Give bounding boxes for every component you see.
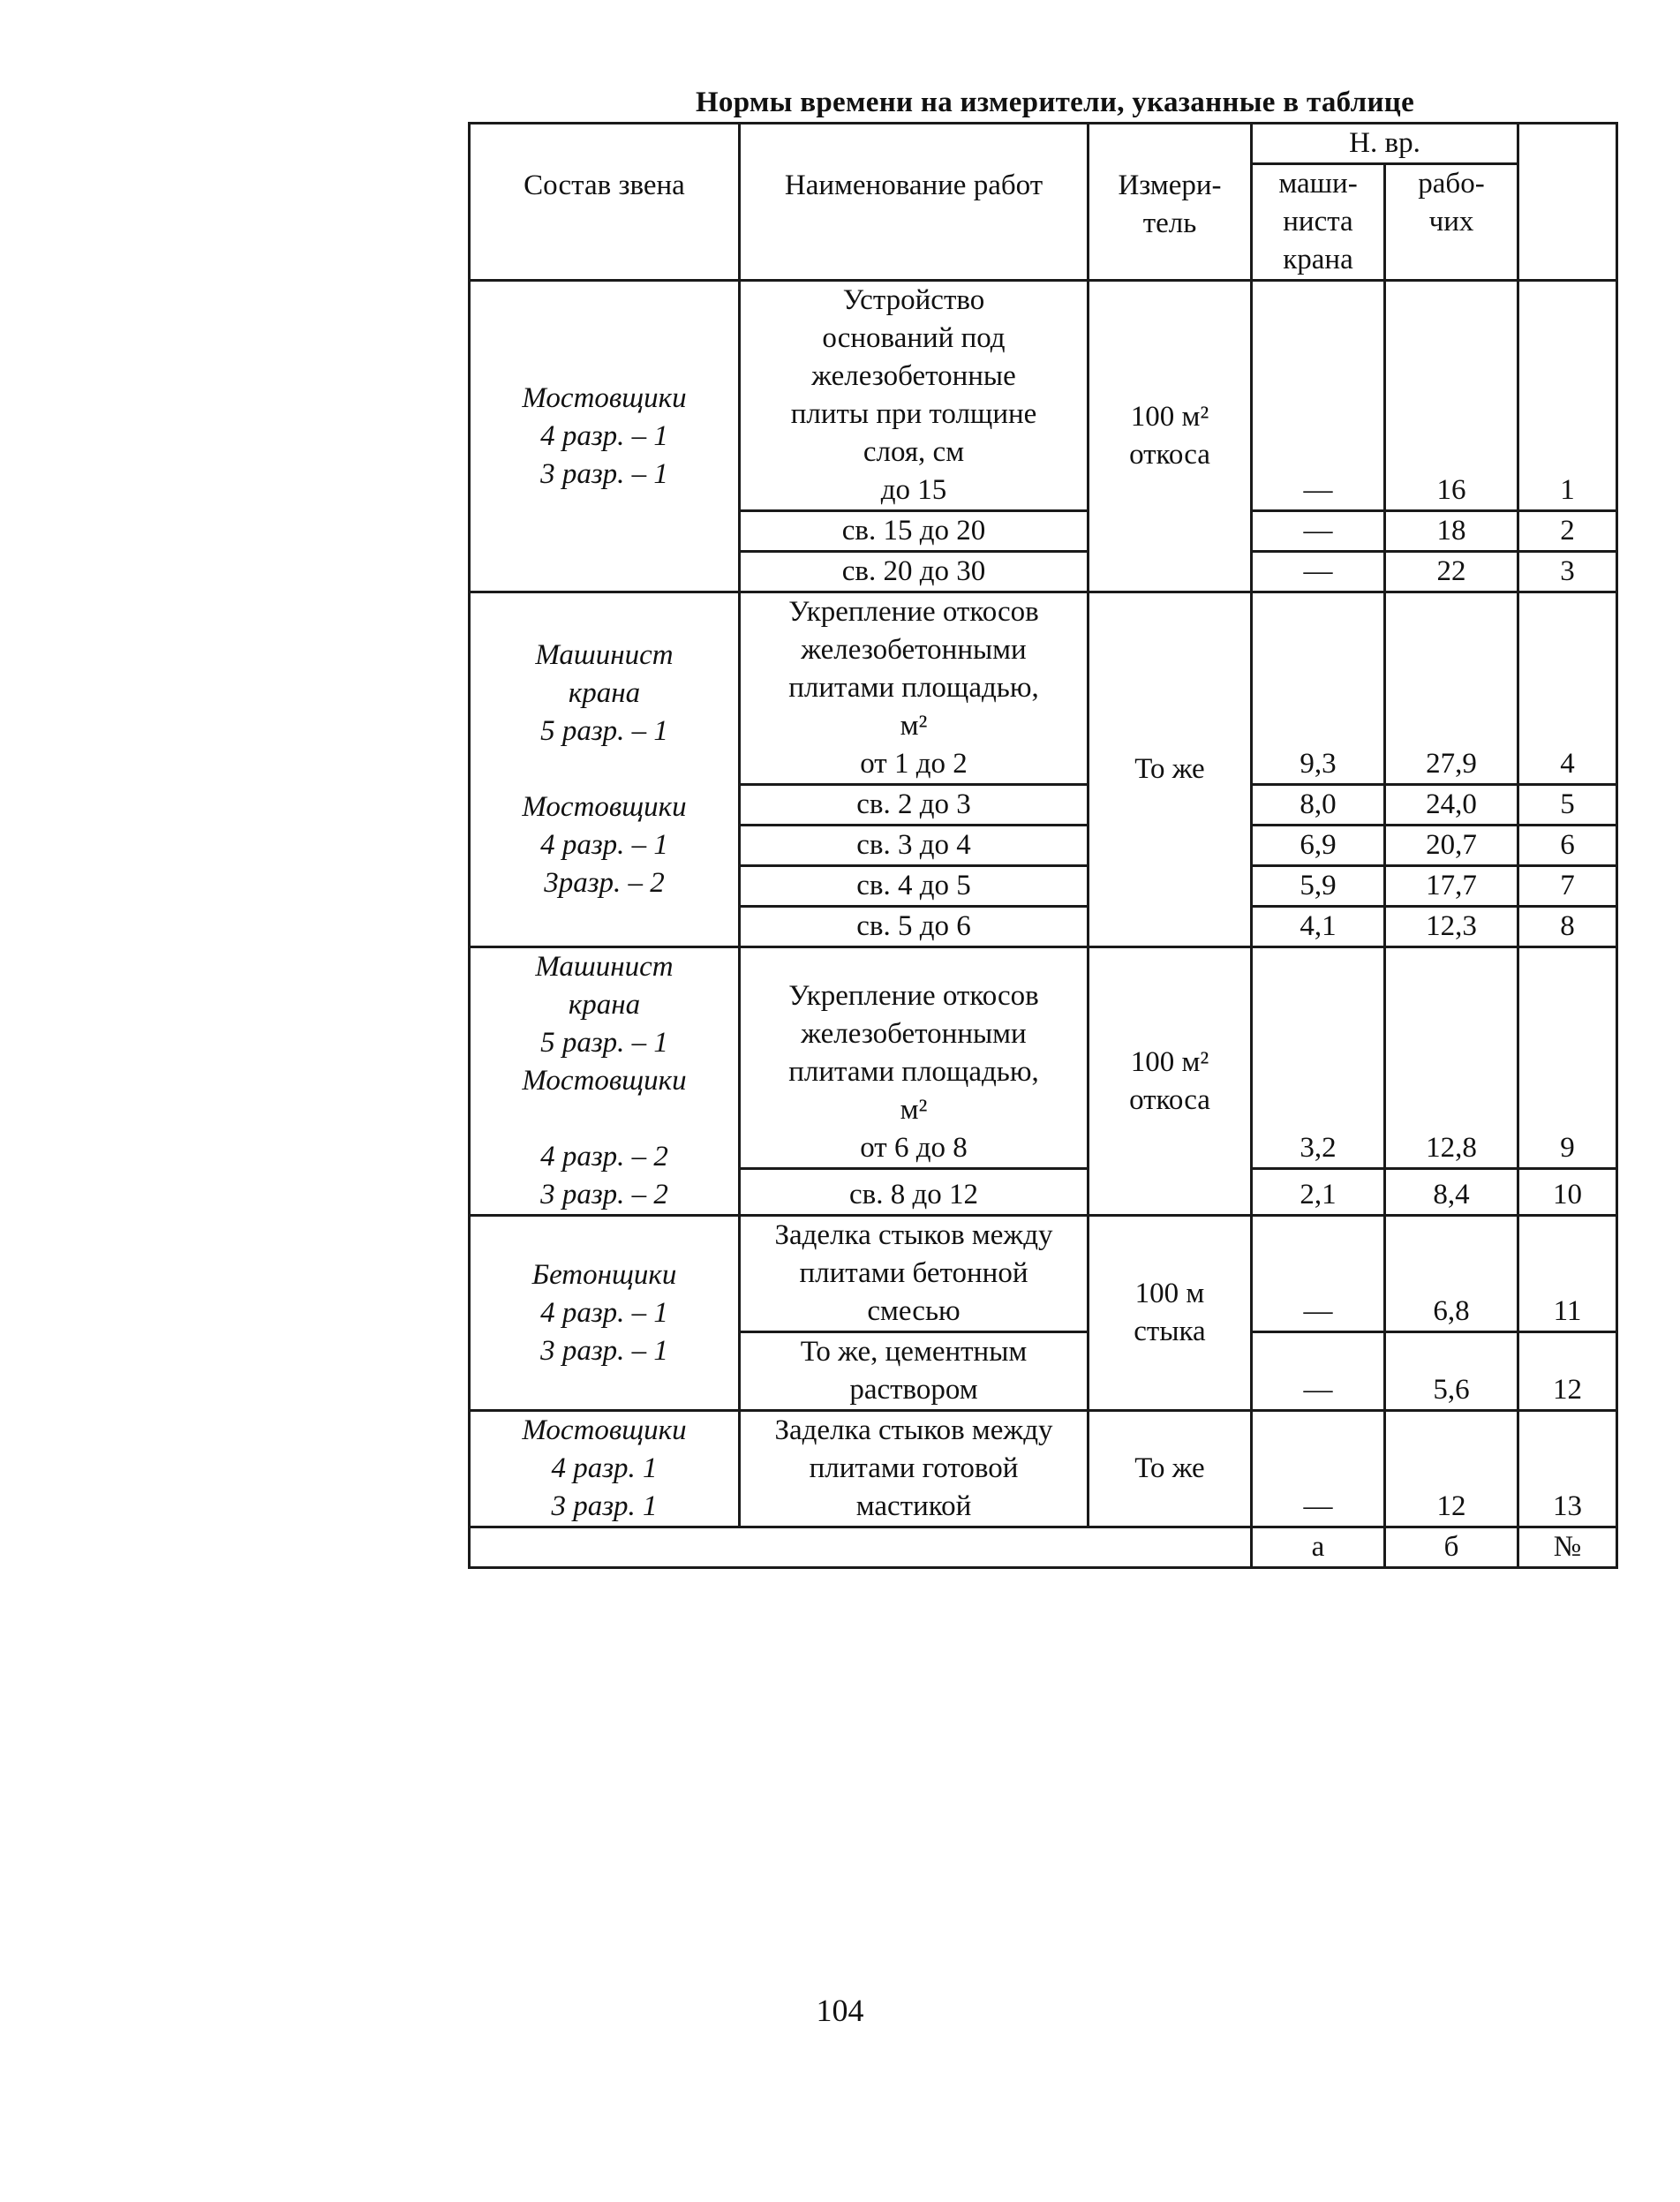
work-cell: св. 4 до 5 (740, 866, 1089, 907)
row-number-cell: 3 (1518, 552, 1617, 592)
row-number-cell: 5 (1518, 785, 1617, 826)
machinist-value-cell: — (1252, 1332, 1385, 1411)
machinist-value-cell: 5,9 (1252, 866, 1385, 907)
crew-cell: Машинист крана 5 разр. – 1 Мостовщики 4 разр. – 2 3 разр. – 2 (470, 947, 740, 1216)
workers-value-cell: 12,8 (1385, 947, 1518, 1169)
footer-workers-label: б (1385, 1527, 1518, 1568)
crew-cell: Бетонщики 4 разр. – 1 3 разр. – 1 (470, 1216, 740, 1411)
machinist-value-cell: — (1252, 1411, 1385, 1527)
row-number-cell: 10 (1518, 1169, 1617, 1216)
row-number-cell: 12 (1518, 1332, 1617, 1411)
workers-value-cell: 12 (1385, 1411, 1518, 1527)
row-number-cell: 9 (1518, 947, 1617, 1169)
workers-value-cell: 20,7 (1385, 826, 1518, 866)
machinist-value-cell: 4,1 (1252, 907, 1385, 947)
unit-cell: 100 м² откоса (1089, 281, 1252, 592)
workers-value-cell: 12,3 (1385, 907, 1518, 947)
unit-cell: 100 м² откоса (1089, 947, 1252, 1216)
workers-value-cell: 5,6 (1385, 1332, 1518, 1411)
machinist-value-cell: 3,2 (1252, 947, 1385, 1169)
footer-row (470, 1527, 1617, 1568)
work-cell: Заделка стыков между плитами бетонной смесью (740, 1216, 1089, 1332)
table-body (470, 124, 1617, 1568)
header-work: Наименование работ (740, 124, 1089, 281)
machinist-value-cell: 6,9 (1252, 826, 1385, 866)
workers-value-cell: 24,0 (1385, 785, 1518, 826)
norms-table (468, 122, 1618, 1569)
row-number-cell: 1 (1518, 281, 1617, 511)
work-cell: св. 5 до 6 (740, 907, 1089, 947)
table-row (470, 1216, 1617, 1332)
work-cell: св. 2 до 3 (740, 785, 1089, 826)
work-cell: св. 3 до 4 (740, 826, 1089, 866)
machinist-value-cell: 8,0 (1252, 785, 1385, 826)
header-machinist: маши- ниста крана (1252, 164, 1385, 281)
machinist-value-cell: — (1252, 281, 1385, 511)
table-row (470, 947, 1617, 1169)
work-cell: То же, цементным раствором (740, 1332, 1089, 1411)
work-cell: Заделка стыков между плитами готовой мастикой (740, 1411, 1089, 1527)
work-cell: св. 20 до 30 (740, 552, 1089, 592)
workers-value-cell: 18 (1385, 511, 1518, 552)
machinist-value-cell: 2,1 (1252, 1169, 1385, 1216)
page-title: Нормы времени на измерители, указанные в таблице (695, 87, 1415, 118)
work-cell: Укрепление откосов железобетонными плитами площадью, м² от 1 до 2 (740, 592, 1089, 785)
workers-value-cell: 6,8 (1385, 1216, 1518, 1332)
table-row (470, 281, 1617, 511)
row-number-cell: 7 (1518, 866, 1617, 907)
row-number-cell: 13 (1518, 1411, 1617, 1527)
footer-machinist-label: а (1252, 1527, 1385, 1568)
row-number-cell: 6 (1518, 826, 1617, 866)
work-cell: Укрепление откосов железобетонными плитами площадью, м² от 6 до 8 (740, 947, 1089, 1169)
work-cell: св. 8 до 12 (740, 1169, 1089, 1216)
footer-blank-cell (470, 1527, 1252, 1568)
footer-number-label: № (1518, 1527, 1617, 1568)
header-nvr: Н. вр. (1252, 124, 1518, 164)
machinist-value-cell: — (1252, 552, 1385, 592)
row-number-cell: 11 (1518, 1216, 1617, 1332)
crew-cell: Машинист крана 5 разр. – 1 Мостовщики 4 разр. – 1 3разр. – 2 (470, 592, 740, 947)
machinist-value-cell: 9,3 (1252, 592, 1385, 785)
crew-cell: Мостовщики 4 разр. 1 3 разр. 1 (470, 1411, 740, 1527)
crew-cell: Мостовщики 4 разр. – 1 3 разр. – 1 (470, 281, 740, 592)
page-number: 104 (816, 1993, 864, 2028)
workers-value-cell: 27,9 (1385, 592, 1518, 785)
header-index (1518, 124, 1617, 281)
table-row (470, 1411, 1617, 1527)
table-row (470, 592, 1617, 785)
workers-value-cell: 8,4 (1385, 1169, 1518, 1216)
workers-value-cell: 17,7 (1385, 866, 1518, 907)
header-workers: рабо- чих (1385, 164, 1518, 281)
machinist-value-cell: — (1252, 511, 1385, 552)
row-number-cell: 2 (1518, 511, 1617, 552)
work-cell: св. 15 до 20 (740, 511, 1089, 552)
workers-value-cell: 22 (1385, 552, 1518, 592)
unit-cell: 100 м стыка (1089, 1216, 1252, 1411)
header-crew: Состав звена (470, 124, 740, 281)
unit-cell: То же (1089, 1411, 1252, 1527)
row-number-cell: 8 (1518, 907, 1617, 947)
machinist-value-cell: — (1252, 1216, 1385, 1332)
header-unit: Измери- тель (1089, 124, 1252, 281)
workers-value-cell: 16 (1385, 281, 1518, 511)
work-cell: Устройство оснований под железобетонные плиты при толщине слоя, см до 15 (740, 281, 1089, 511)
row-number-cell: 4 (1518, 592, 1617, 785)
header-row (470, 124, 1617, 164)
unit-cell: То же (1089, 592, 1252, 947)
